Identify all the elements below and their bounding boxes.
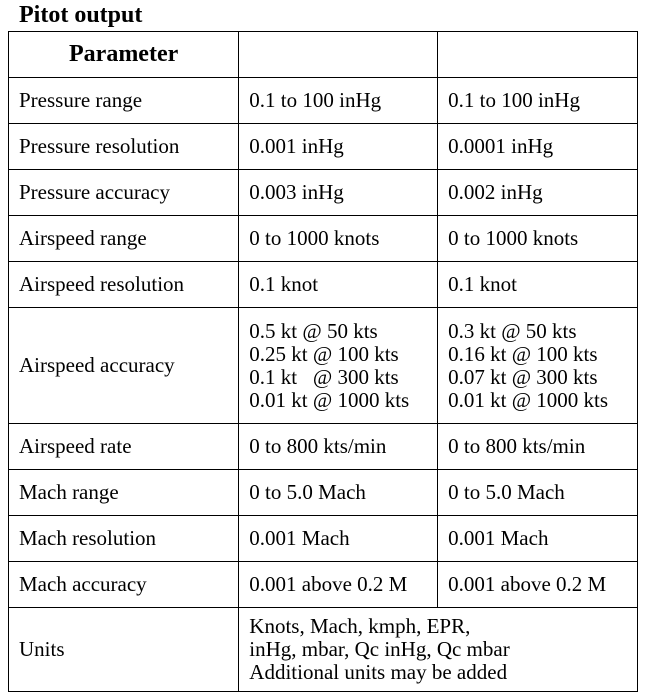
value-cell: 0 to 800 kts/min bbox=[239, 424, 438, 470]
value-cell: 0.003 inHg bbox=[239, 170, 438, 216]
value-line: 0.07 kt @ 300 kts bbox=[448, 364, 598, 389]
parameter-cell: Airspeed rate bbox=[9, 424, 239, 470]
table-row bbox=[9, 424, 638, 470]
column-header-blank-1 bbox=[239, 32, 438, 78]
table-row bbox=[9, 216, 638, 262]
parameter-cell: Pressure resolution bbox=[9, 124, 239, 170]
value-line: 0.1 kt @ 300 kts bbox=[249, 364, 399, 389]
parameter-cell: Airspeed resolution bbox=[9, 262, 239, 308]
value-cell: 0 to 1000 knots bbox=[239, 216, 438, 262]
parameter-cell: Mach resolution bbox=[9, 516, 239, 562]
parameter-cell: Units bbox=[9, 608, 239, 692]
table-row bbox=[9, 470, 638, 516]
value-line: inHg, mbar, Qc inHg, Qc mbar bbox=[249, 637, 510, 661]
value-cell: 0.1 knot bbox=[239, 262, 438, 308]
table-row bbox=[9, 78, 638, 124]
value-line: Additional units may be added bbox=[249, 660, 508, 684]
units-cell bbox=[239, 608, 638, 692]
value-line: 0.25 kt @ 100 kts bbox=[249, 341, 399, 366]
value-cell bbox=[239, 308, 438, 424]
value-cell bbox=[438, 308, 638, 424]
value-cell: 0 to 5.0 Mach bbox=[239, 470, 438, 516]
value-cell: 0 to 5.0 Mach bbox=[438, 470, 638, 516]
pitot-output-table bbox=[8, 31, 638, 692]
value-cell: 0.1 to 100 inHg bbox=[438, 78, 638, 124]
table-row bbox=[9, 262, 638, 308]
parameter-cell: Airspeed accuracy bbox=[9, 308, 239, 424]
table-body bbox=[9, 78, 638, 692]
parameter-cell: Mach range bbox=[9, 470, 239, 516]
parameter-cell: Pressure range bbox=[9, 78, 239, 124]
parameter-cell: Pressure accuracy bbox=[9, 170, 239, 216]
table-row bbox=[9, 124, 638, 170]
value-cell: 0.001 inHg bbox=[239, 124, 438, 170]
section-title: Pitot output bbox=[19, 2, 143, 28]
table-row bbox=[9, 170, 638, 216]
column-header-parameter: Parameter bbox=[9, 32, 239, 78]
value-cell: 0.1 knot bbox=[438, 262, 638, 308]
value-line: 0.16 kt @ 100 kts bbox=[448, 341, 598, 366]
value-line: 0.01 kt @ 1000 kts bbox=[249, 387, 410, 412]
value-cell: 0.001 Mach bbox=[438, 516, 638, 562]
value-cell: 0 to 800 kts/min bbox=[438, 424, 638, 470]
table-row bbox=[9, 608, 638, 692]
value-cell: 0.0001 inHg bbox=[438, 124, 638, 170]
table-header-row bbox=[9, 32, 638, 78]
value-cell: 0.002 inHg bbox=[438, 170, 638, 216]
value-cell: 0.1 to 100 inHg bbox=[239, 78, 438, 124]
table-row bbox=[9, 516, 638, 562]
value-line: 0.3 kt @ 50 kts bbox=[448, 318, 577, 343]
value-cell: 0.001 above 0.2 M bbox=[239, 562, 438, 608]
value-cell: 0 to 1000 knots bbox=[438, 216, 638, 262]
table-row bbox=[9, 308, 638, 424]
value-line: 0.5 kt @ 50 kts bbox=[249, 318, 378, 343]
value-line: Knots, Mach, kmph, EPR, bbox=[249, 614, 471, 638]
value-line: 0.01 kt @ 1000 kts bbox=[448, 387, 609, 412]
parameter-cell: Airspeed range bbox=[9, 216, 239, 262]
table-row bbox=[9, 562, 638, 608]
value-cell: 0.001 Mach bbox=[239, 516, 438, 562]
parameter-cell: Mach accuracy bbox=[9, 562, 239, 608]
column-header-blank-2 bbox=[438, 32, 638, 78]
value-cell: 0.001 above 0.2 M bbox=[438, 562, 638, 608]
